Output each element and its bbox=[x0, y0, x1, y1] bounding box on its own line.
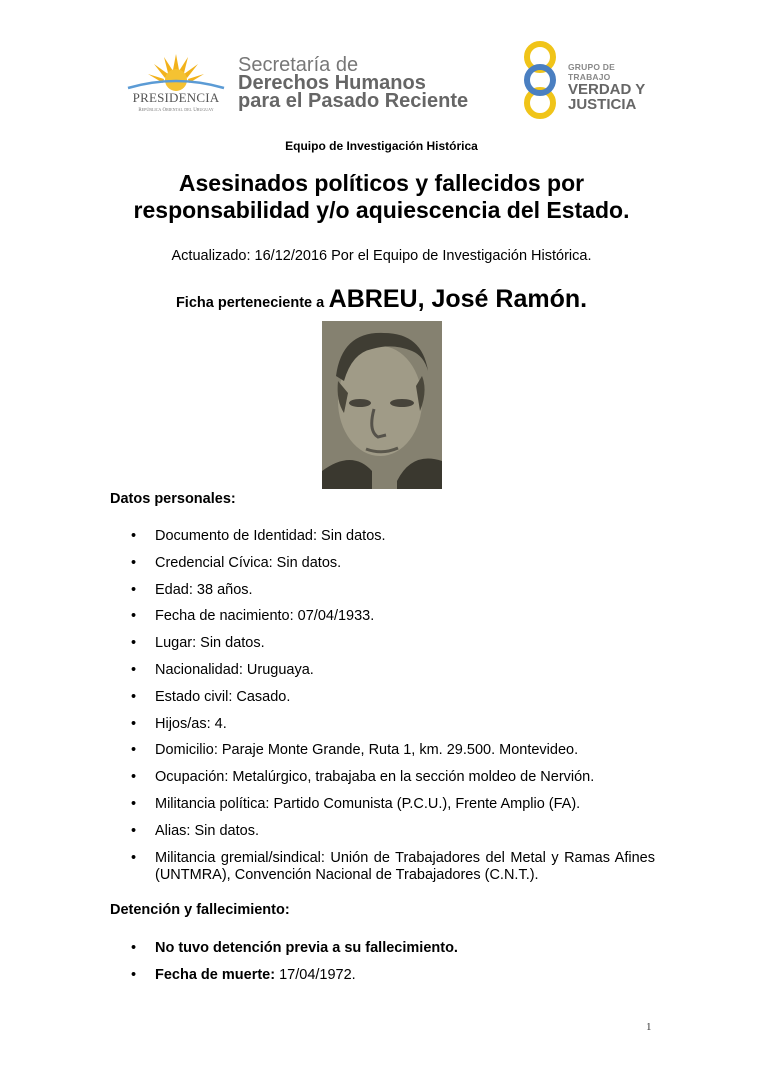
presidencia-wordmark: PRESIDENCIA bbox=[132, 90, 220, 105]
list-item: • Hijos/as: 4. bbox=[131, 715, 227, 732]
list-item: • Militancia gremial/sindical: Unión de Trabajadores del Metal y Ramas Afines (UNTMRA), Convención Nacional de Trabajadores (C.N.T.). bbox=[131, 849, 655, 883]
sun-of-may-icon bbox=[126, 52, 226, 92]
list-item: • Fecha de nacimiento: 07/04/1933. bbox=[131, 608, 375, 625]
list-item: • Credencial Cívica: Sin datos. bbox=[131, 554, 342, 571]
bullet-icon: • bbox=[131, 940, 137, 956]
secretaria-line2: Derechos Humanos bbox=[238, 72, 426, 94]
presidencia-logo bbox=[126, 52, 226, 116]
updated-line: Actualizado: 16/12/2016 Por el Equipo de Investigación Histórica. bbox=[171, 248, 592, 264]
bullet-icon: • bbox=[131, 528, 137, 544]
bullet-icon: • bbox=[131, 554, 137, 571]
datos-personales-list bbox=[110, 528, 655, 893]
ficha-prefix: Ficha perteneciente a bbox=[175, 295, 325, 311]
list-item: • Estado civil: Casado. bbox=[131, 688, 291, 705]
detencion-heading: Detención y fallecimiento: bbox=[110, 902, 290, 918]
list-item: • Edad: 38 años. bbox=[131, 581, 253, 598]
list-item: • No tuvo detención previa a su fallecimiento. bbox=[131, 940, 458, 956]
secretaria-logo-text bbox=[238, 56, 468, 110]
bullet-icon: • bbox=[131, 635, 137, 652]
bullet-icon: • bbox=[131, 769, 137, 786]
bullet-icon: • bbox=[131, 742, 137, 759]
bullet-icon: • bbox=[131, 849, 137, 866]
ficha-line bbox=[0, 285, 763, 314]
portrait-photo bbox=[322, 321, 442, 489]
bullet-icon: • bbox=[131, 715, 137, 732]
bullet-icon: • bbox=[131, 795, 137, 812]
list-item: • Ocupación: Metalúrgico, trabajaba en la sección moldeo de Nervión. bbox=[131, 769, 595, 786]
title-line2: responsabilidad y/o aquiescencia del Estado. bbox=[133, 197, 630, 223]
secretaria-line3: para el Pasado Reciente bbox=[238, 90, 469, 112]
gtvj-line1: GRUPO DE TRABAJO bbox=[568, 62, 615, 82]
datos-personales-heading: Datos personales: bbox=[110, 491, 236, 507]
list-item: • Domicilio: Paraje Monte Grande, Ruta 1, km. 29.500. Montevideo. bbox=[131, 742, 579, 759]
ficha-name: ABREU, José Ramón. bbox=[328, 285, 588, 313]
interlocked-rings-icon bbox=[518, 40, 568, 120]
secretaria-line1: Secretaría de bbox=[238, 54, 359, 76]
list-item: • Militancia política: Partido Comunista (P.C.U.), Frente Amplio (FA). bbox=[131, 795, 581, 812]
gtvj-line2: VERDAD Y bbox=[568, 81, 646, 98]
detencion-list bbox=[110, 940, 655, 994]
title-line1: Asesinados políticos y fallecidos por bbox=[178, 170, 585, 196]
bullet-icon: • bbox=[131, 688, 137, 705]
team-name: Equipo de Investigación Histórica bbox=[285, 139, 478, 153]
bullet-icon: • bbox=[131, 581, 137, 598]
bullet-icon: • bbox=[131, 822, 137, 839]
list-item: • Lugar: Sin datos. bbox=[131, 635, 265, 652]
bullet-icon: • bbox=[131, 966, 137, 983]
document-title bbox=[0, 170, 763, 224]
list-item: • Nacionalidad: Uruguaya. bbox=[131, 661, 314, 678]
bullet-icon: • bbox=[131, 661, 137, 678]
page-number: 1 bbox=[646, 1021, 652, 1033]
grupo-verdad-justicia-logo bbox=[518, 40, 658, 120]
list-item: • Alias: Sin datos. bbox=[131, 822, 259, 839]
list-item: • Documento de Identidad: Sin datos. bbox=[131, 528, 386, 544]
bullet-icon: • bbox=[131, 608, 137, 625]
gtvj-line3: JUSTICIA bbox=[568, 96, 637, 113]
presidencia-subtitle: República Oriental del Uruguay bbox=[138, 108, 214, 113]
list-item: • Fecha de muerte: 17/04/1972. bbox=[131, 966, 356, 983]
